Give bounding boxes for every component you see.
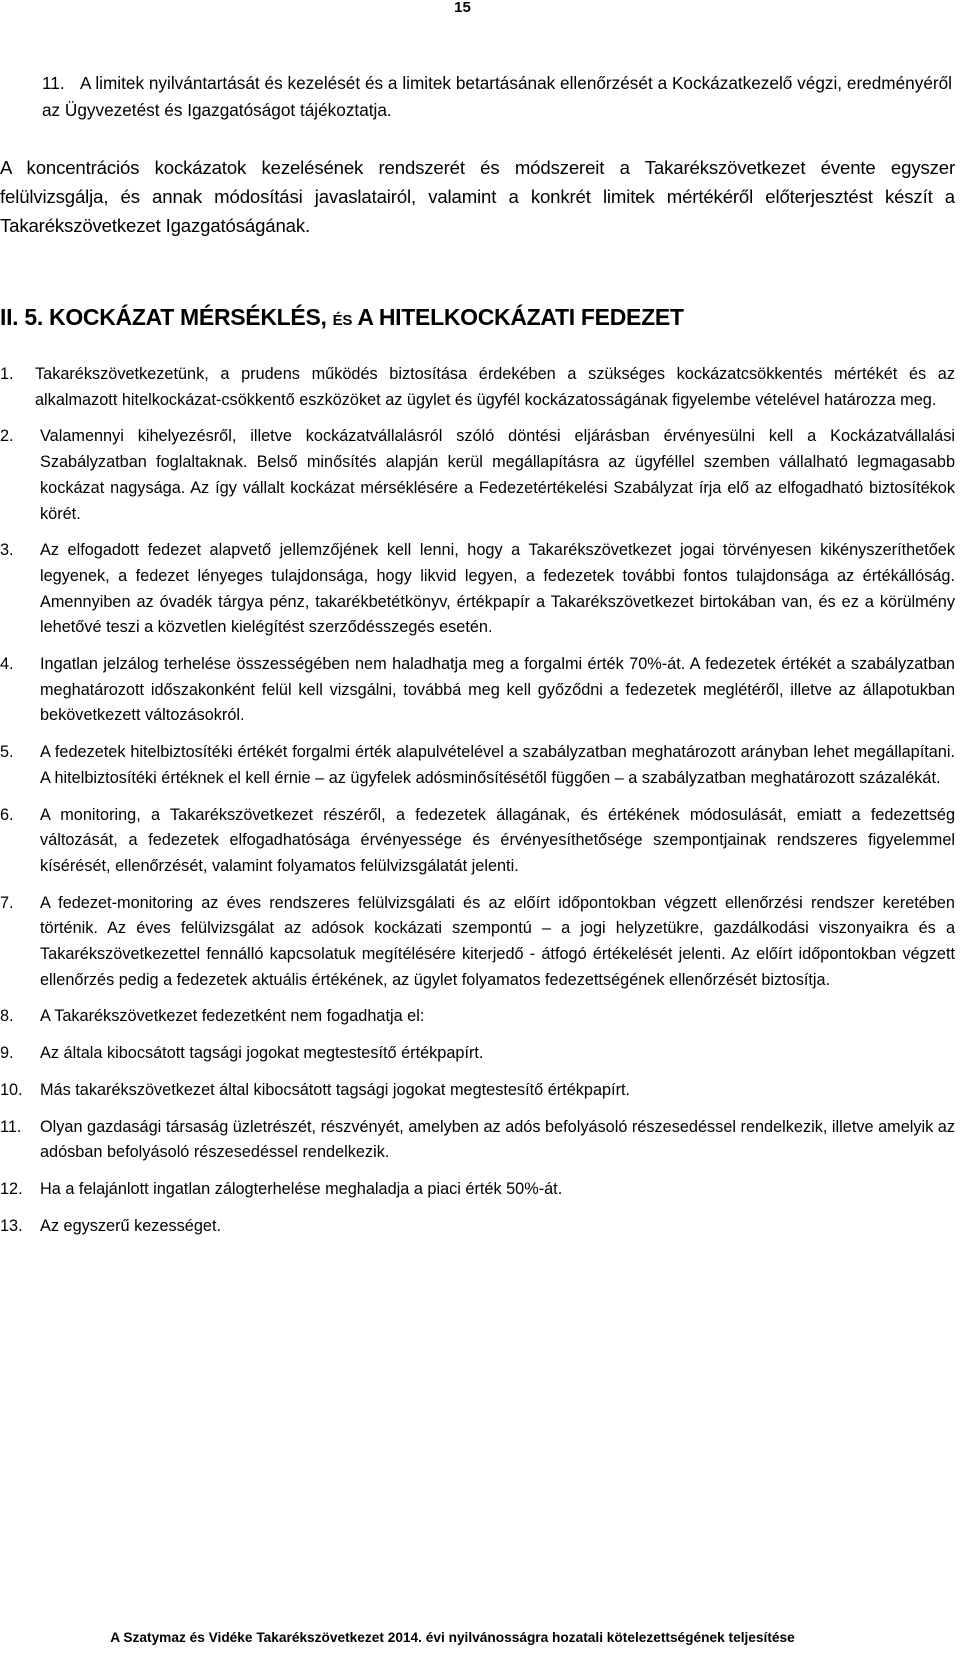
body-paragraph: A koncentrációs kockázatok kezelésének rendszerét és módszereit a Takarékszövetkezet évente egyszer felülvizsgálja, és annak módosítási javaslatairól, valamint a konkrét limitek mértékéről előterjesztést készít a Takarékszövetkezet Igazgatóságának. [0, 157, 955, 236]
list-item-text: Valamennyi kihelyezésről, illetve kockázatvállalásról szóló döntési eljárásban érvényesülni kell a Kockázatvállalási Szabályzatban foglaltaknak. Belső minősítés alapján kerül megállapításra az ügyféllel szemben vállalható legmagasabb kockázat nagysága. Az így vállalt kockázat mérséklésére a Fedezetértékelési Szabályzat írja elő az elfogadható biztosítékok körét. [40, 427, 955, 523]
list-item [0, 1004, 955, 1030]
list-item-number: 4. [0, 655, 14, 674]
section-heading-suffix: A HITELKOCKÁZATI FEDEZET [352, 304, 684, 330]
list-item-number: 13. [0, 1216, 23, 1235]
list-item-text: Az általa kibocsátott tagsági jogokat megtestesítő értékpapírt. [40, 1044, 484, 1063]
numbered-list [0, 362, 955, 1250]
list-item [0, 1078, 955, 1104]
list-item [0, 362, 955, 413]
intro-item-number: 11. [42, 73, 65, 93]
list-item-text: Más takarékszövetkezet által kibocsátott tagsági jogokat megtestesítő értékpapírt. [40, 1080, 631, 1099]
list-item-number: 8. [0, 1007, 14, 1026]
section-heading-small: ÉS [332, 312, 353, 329]
list-item-number: 7. [0, 893, 14, 912]
intro-item [42, 70, 952, 123]
list-item-text: A Takarékszövetkezet fedezetként nem fogadhatja el: [40, 1007, 425, 1026]
list-item [0, 1041, 955, 1067]
page-number-text: 15 [454, 0, 471, 16]
list-item-text: Ingatlan jelzálog terhelése összességében nem haladhatja meg a forgalmi érték 70%-át. A fedezetek értékét a szabályzatban meghatározott időszakonként felül kell vizsgálni, továbbá meg kell győződni a fedezetek meglétéről, illetve az állapotukban bekövetkezett változásokról. [40, 655, 955, 725]
list-item [0, 891, 955, 994]
list-item [0, 424, 955, 527]
list-item-number: 2. [0, 427, 14, 446]
section-heading [0, 302, 955, 336]
list-item-text: Takarékszövetkezetünk, a prudens működés biztosítása érdekében a szükséges kockázatcsökkentés mértékét és az alkalmazott hitelkockázat-csökkentő eszközöket az ügylet és ügyfél kockázatosságának figyelembe vételével határozza meg. [35, 365, 955, 409]
list-item-number: 9. [0, 1044, 14, 1063]
list-item-text: Ha a felajánlott ingatlan zálogterhelése meghaladja a piaci érték 50%-át. [40, 1179, 563, 1198]
list-item [0, 740, 955, 791]
list-item-number: 1. [0, 365, 14, 383]
list-item-text: Az elfogadott fedezet alapvető jellemzőjének kell lenni, hogy a Takarékszövetkezet jogai törvényesen kikényszeríthetőek legyenek, a fedezet lényeges tulajdonsága, hogy likvid legyen, a fedezetek további fontos tulajdonsága az értékállóság. Amennyiben az óvadék tárgya pénz, takarékbetétkönyv, értékpapír a Takarékszövetkezet birtokában van, és ez a körülmény lehetővé teszi a közvetlen kielégítést szerződésszegés esetén. [40, 541, 955, 637]
list-item-number: 11. [0, 1117, 22, 1136]
list-item [0, 1115, 955, 1166]
list-item-text: Az egyszerű kezességet. [40, 1216, 221, 1235]
intro-item-text: A limitek nyilvántartását és kezelését és a limitek betartásának ellenőrzését a Kockázatkezelő végzi, eredményéről az Ügyvezetést és Igazgatóságot tájékoztatja. [42, 73, 952, 120]
page-footer [0, 1630, 960, 1646]
list-item-number: 6. [0, 805, 14, 824]
list-item [0, 652, 955, 729]
list-item-number: 10. [0, 1080, 23, 1099]
list-item-text: A fedezet-monitoring az éves rendszeres felülvizsgálati és az előírt időpontokban végzett ellenőrzési rendszer keretében történik. Az éves felülvizsgálat az adósok kockázati szempontú – a jogi helyzetükre, gazdálkodási viszonyaikra és a Takarékszövetkezettel fennálló kapcsolatuk megítélésére kiterjedő - átfogó értékelését jelenti. Az előírt időpontokban végzett ellenőrzés pedig a fedezetek aktuális értékének, az ügylet folyamatos fedezettségének ellenőrzését biztosítja. [40, 893, 955, 989]
list-item-number: 12. [0, 1179, 23, 1198]
list-item [0, 1177, 955, 1203]
list-item-text: A monitoring, a Takarékszövetkezet részéről, a fedezetek állagának, és értékének módosulását, emiatt a fedezettség változását, a fedezetek elfogadhatósága érvényessége és érvényesíthetősége szempontjainak rendszeres figyelemmel kísérését, ellenőrzését, valamint folyamatos felülvizsgálatát jelenti. [40, 805, 955, 875]
section-heading-prefix: II. 5. KOCKÁZAT MÉRSÉKLÉS, [0, 304, 333, 330]
page-footer-text: A Szatymaz és Vidéke Takarékszövetkezet 2014. évi nyilvánosságra hozatali kötelezettségének teljesítése [110, 1630, 795, 1645]
list-item-text: A fedezetek hitelbiztosítéki értékét forgalmi érték alapulvételével a szabályzatban meghatározott arányban lehet megállapítani. A hitelbiztosítéki értéknek el kell érnie – az ügyfelek adósminősítésétől függően – a szabályzatban meghatározott százalékát. [40, 743, 955, 787]
list-item [0, 538, 955, 641]
list-item [0, 1214, 955, 1240]
list-item [0, 803, 955, 880]
list-item-text: Olyan gazdasági társaság üzletrészét, részvényét, amelyben az adós befolyásoló részesedéssel rendelkezik, illetve amelyik az adósban befolyásoló részesedéssel rendelkezik. [40, 1117, 955, 1162]
list-item-number: 3. [0, 541, 14, 560]
page-number [0, 0, 960, 16]
list-item-number: 5. [0, 743, 14, 762]
